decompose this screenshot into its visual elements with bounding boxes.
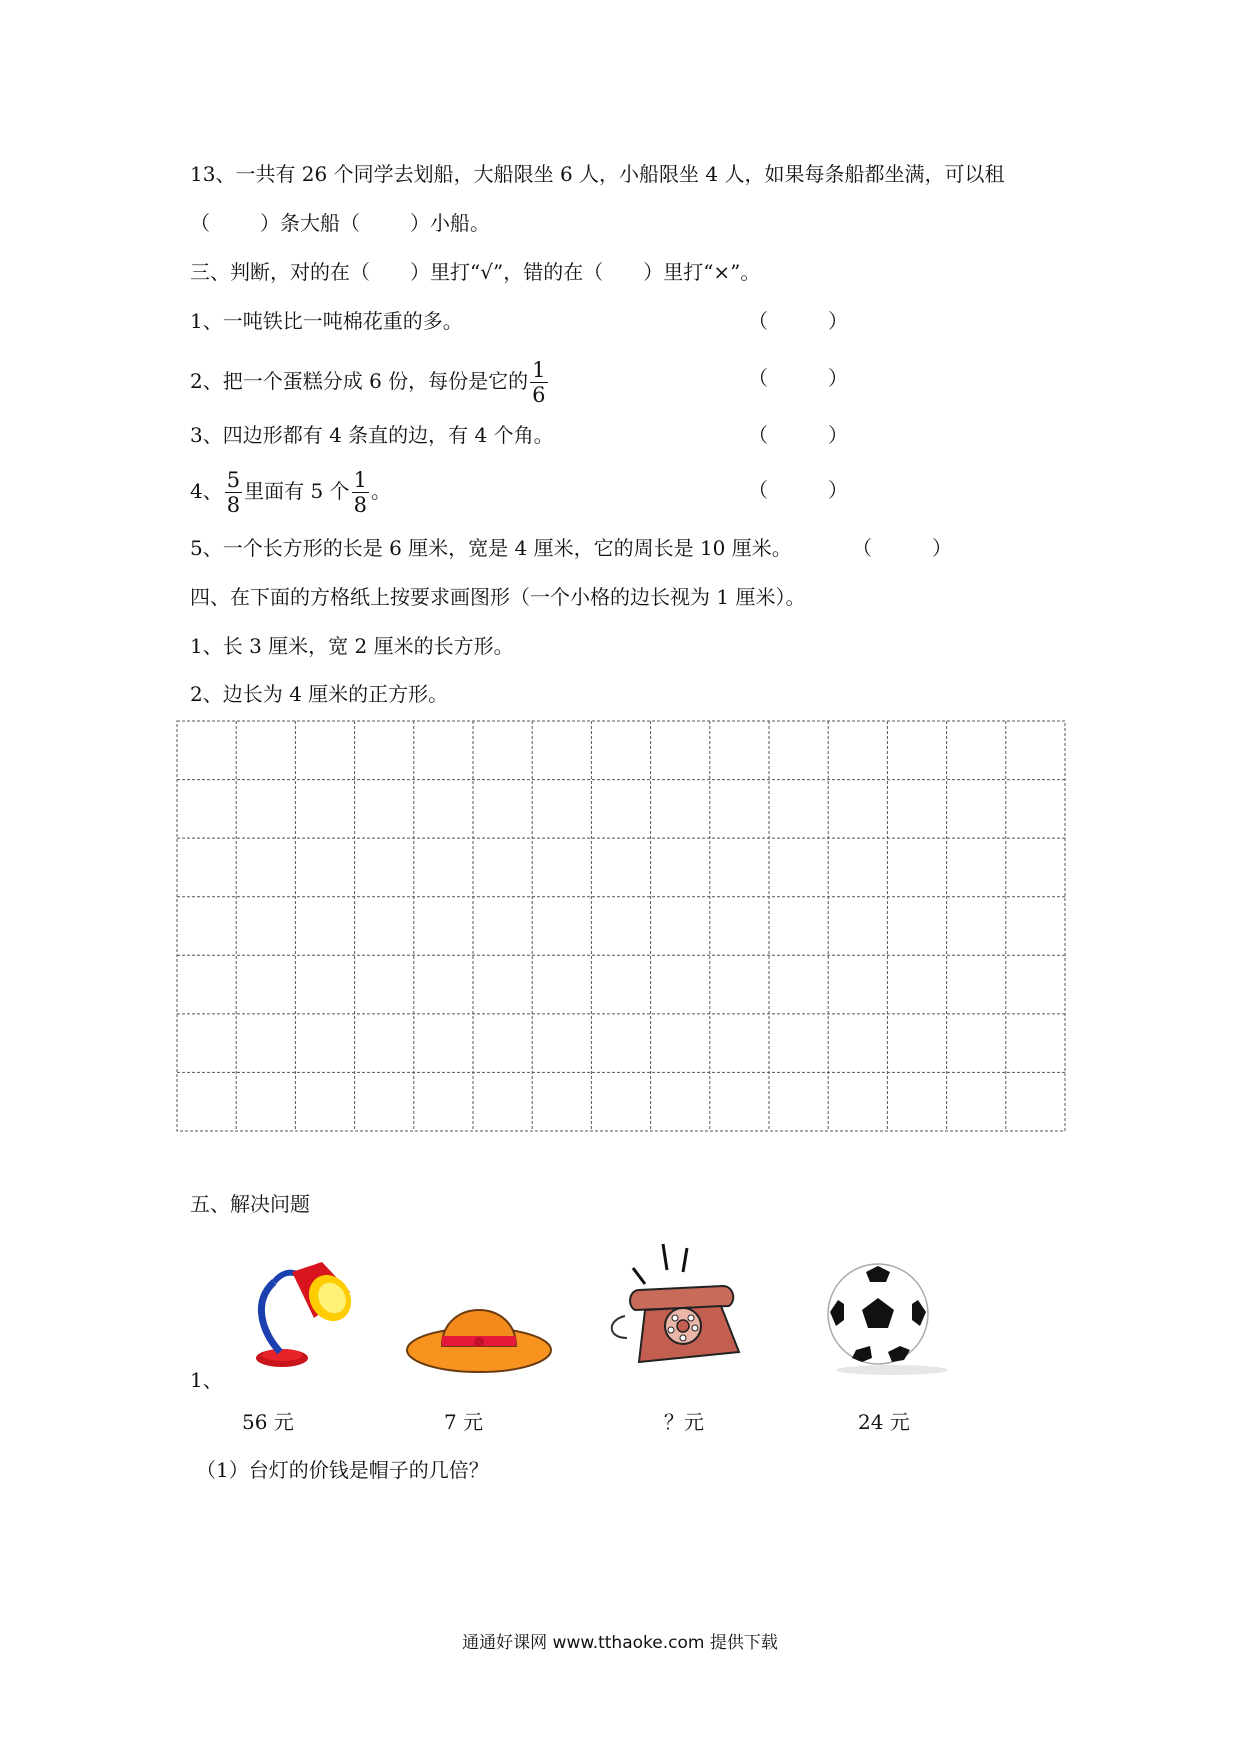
section3-title: 三、判断，对的在（ ）里打“√”，错的在（ ）里打“×”。 [190, 260, 761, 284]
judge-item-4-middle: 里面有 5 个 [244, 479, 350, 503]
fraction-numerator: 1 [532, 358, 546, 382]
price-lamp: 56 元 [242, 1410, 294, 1434]
fraction-denominator: 8 [226, 493, 241, 517]
judge-item-2 [190, 352, 550, 410]
judge-paren-3: （ ） [748, 423, 848, 447]
fraction-1-6 [530, 358, 547, 407]
q13-line2 [190, 209, 490, 237]
section4-title: 四、在下面的方格纸上按要求画图形（一个小格的边长视为 1 厘米）。 [190, 585, 806, 609]
judge-item-4-prefix: 4、 [190, 479, 223, 503]
section5-sub1: （1）台灯的价钱是帽子的几倍？ [196, 1458, 489, 1482]
fraction-denominator: 6 [532, 383, 546, 407]
fraction-5-8 [225, 468, 242, 517]
section5-title: 五、解决问题 [190, 1192, 310, 1216]
desk-lamp-icon [252, 1262, 352, 1372]
judge-item-1: 1、一吨铁比一吨棉花重的多。 [190, 309, 463, 333]
judge-item-3: 3、四边形都有 4 条直的边，有 4 个角。 [190, 423, 554, 447]
q13-blank-end: ）小船。 [410, 211, 490, 235]
judge-paren-5: （ ） [852, 536, 952, 560]
judge-item-4 [190, 462, 391, 520]
judge-paren-1: （ ） [748, 309, 848, 333]
square-grid-paper[interactable] [176, 720, 1066, 1132]
section4-task1: 1、长 3 厘米，宽 2 厘米的长方形。 [190, 634, 514, 658]
q13-line1: 13、一共有 26 个同学去划船，大船限坐 6 人，小船限坐 4 人，如果每条船都坐满，可以租 [190, 162, 1005, 186]
grid-svg[interactable] [176, 720, 1066, 1132]
section5-q1-label: 1、 [190, 1368, 223, 1392]
hat-icon [404, 1278, 554, 1374]
q13-blank-mid: ）条大船（ [260, 211, 360, 235]
judge-item-5: 5、一个长方形的长是 6 厘米，宽是 4 厘米，它的周长是 10 厘米。 [190, 536, 792, 560]
fraction-1-8 [352, 468, 369, 517]
section4-task2: 2、边长为 4 厘米的正方形。 [190, 682, 449, 706]
price-soccer-ball: 24 元 [858, 1410, 910, 1434]
q13-blank-open: （ [190, 211, 210, 235]
footer: 通通好课网 www.tthaoke.com 提供下载 [462, 1633, 778, 1653]
fraction-numerator: 1 [353, 468, 367, 492]
judge-paren-4: （ ） [748, 478, 848, 502]
fraction-numerator: 5 [226, 468, 241, 492]
grid-border [177, 721, 1065, 1131]
price-hat: 7 元 [444, 1410, 484, 1434]
telephone-icon [605, 1240, 755, 1380]
judge-paren-2: （ ） [748, 366, 848, 390]
fraction-denominator: 8 [353, 493, 367, 517]
soccer-ball-icon [822, 1258, 952, 1378]
judge-item-4-suffix: 。 [370, 479, 391, 503]
price-telephone: ？元 [664, 1410, 704, 1434]
judge-item-2-text: 2、把一个蛋糕分成 6 份，每份是它的 [190, 369, 529, 393]
